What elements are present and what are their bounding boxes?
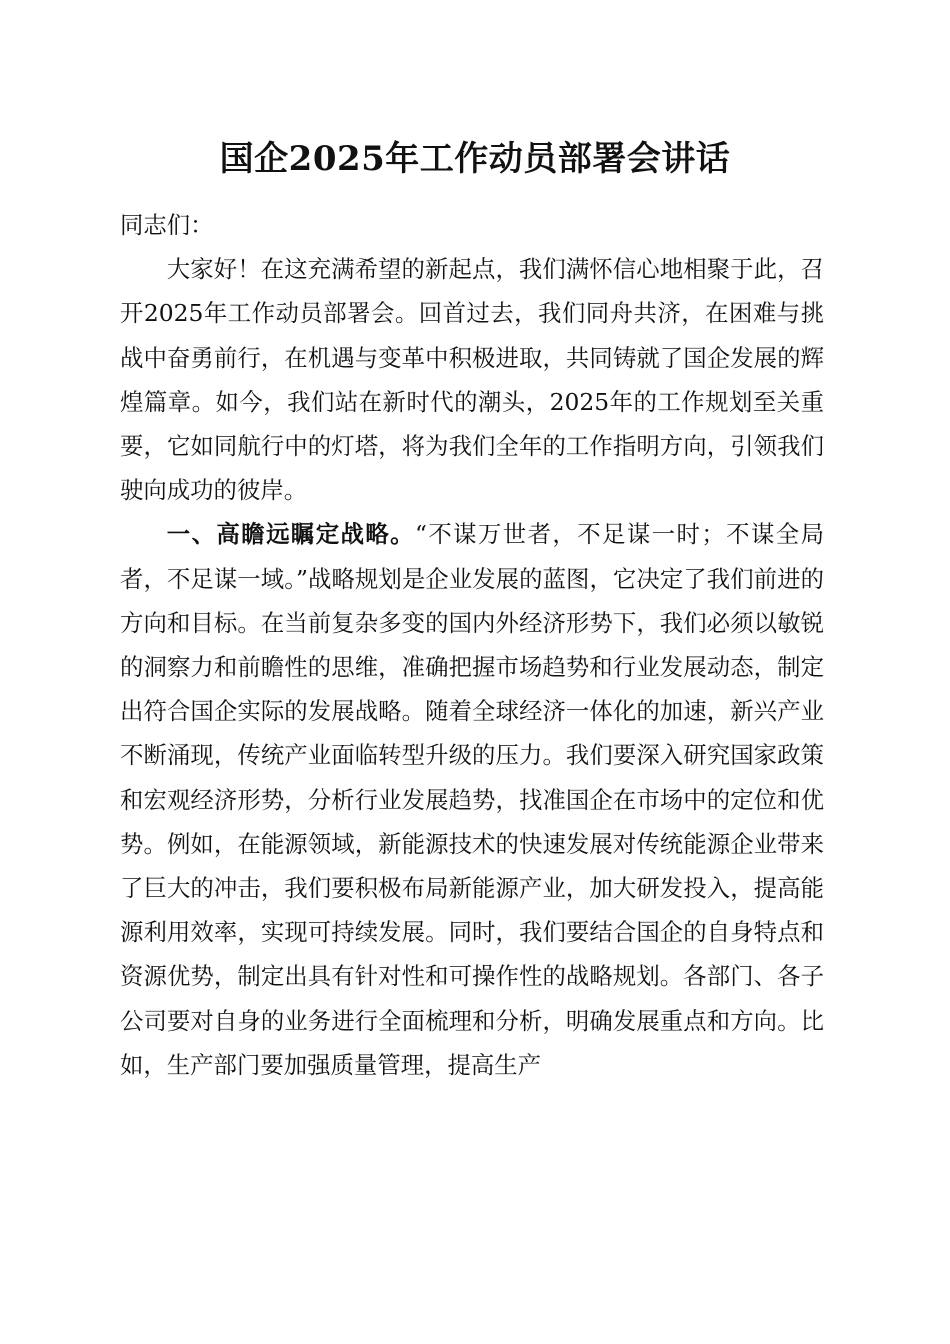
document-body bbox=[120, 203, 824, 1087]
intro-paragraph: 大家好！在这充满希望的新起点，我们满怀信心地相聚于此，召开2025年工作动员部署会。回首过去，我们同舟共济，在困难与挑战中奋勇前行，在机遇与变革中积极进取，共同铸就了国企发展的辉煌篇章。如今，我们站在新时代的潮头，2025年的工作规划至关重要，它如同航行中的灯塔，将为我们全年的工作指明方向，引领我们驶向成功的彼岸。 bbox=[120, 255, 824, 505]
salutation: 同志们： bbox=[120, 211, 214, 239]
section-1-heading: 一、高瞻远瞩定战略。 bbox=[166, 520, 415, 549]
section-1-body: “不谋万世者，不足谋一时；不谋全局者，不足谋一域。”战略规划是企业发展的蓝图，它决定了我们前进的方向和目标。在当前复杂多变的国内外经济形势下，我们必须以敏锐的洞察力和前瞻性的思维，准确把握市场趋势和行业发展动态，制定出符合国企实际的发展战略。随着全球经济一体化的加速，新兴产业不断涌现，传统产业面临转型升级的压力。我们要深入研究国家政策和宏观经济形势，分析行业发展趋势，找准国企在市场中的定位和优势。例如，在能源领域，新能源技术的快速发展对传统能源企业带来了巨大的冲击，我们要积极布局新能源产业，加大研发投入，提高能源利用效率，实现可持续发展。同时，我们要结合国企的自身特点和资源优势，制定出具有针对性和可操作性的战略规划。各部门、各子公司要对自身的业务进行全面梳理和分析，明确发展重点和方向。比如，生产部门要加强质量管理，提高生产 bbox=[120, 520, 824, 1079]
section-1-paragraph bbox=[120, 512, 824, 1087]
document-title: 国企2025年工作动员部署会讲话 bbox=[219, 139, 731, 179]
